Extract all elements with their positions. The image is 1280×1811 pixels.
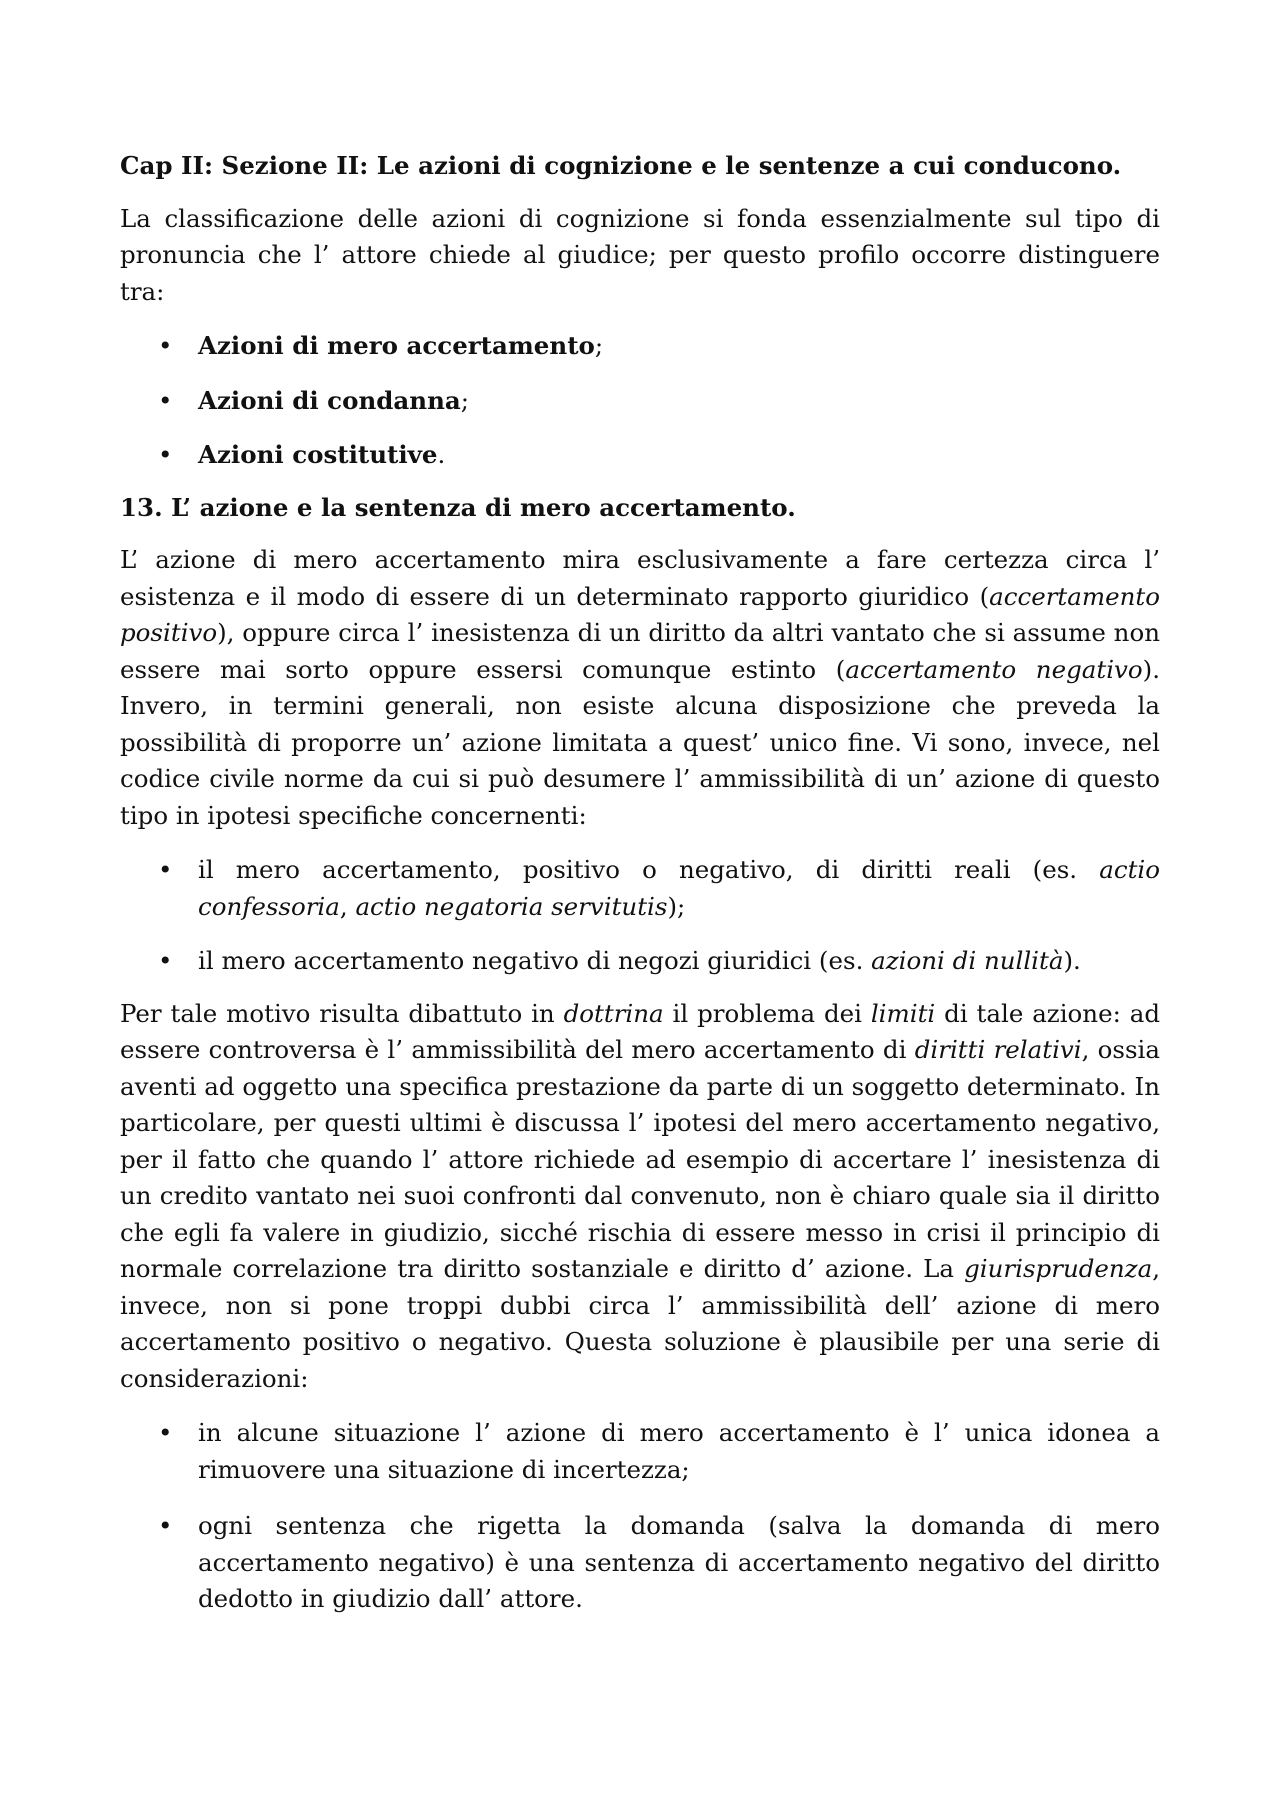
list-item: • il mero accertamento negativo di negozi giuridici (es. azioni di nullità). — [120, 943, 1160, 980]
bullet-icon: • — [158, 946, 173, 975]
list-item: • ogni sentenza che rigetta la domanda (salva la domanda di mero accertamento negativo) è una sentenza di accertamento negativo del diritto dedotto in giudizio dall’ attore. — [120, 1508, 1160, 1618]
bullet-icon: • — [158, 331, 173, 360]
action-type-label: Azioni di condanna — [198, 385, 461, 415]
bullet-icon: • — [158, 1511, 173, 1540]
mero-accertamento-paragraph: L’ azione di mero accertamento mira esclusivamente a fare certezza circa l’ esistenza e il modo di essere di un determinato rapporto giuridico (accertamento positivo), oppure circa l’ inesistenza di un diritto da altri vantato che si assume non essere mai sorto oppure essersi comunque estinto (accertamento negativo). Invero, in termini generali, non esiste alcuna disposizione che preveda la possibilità di proporre un’ azione limitata a quest’ unico fine. Vi sono, invece, nel codice civile norme da cui si può desumere l’ ammissibilità di un’ azione di questo tipo in ipotesi specifiche concernenti: — [120, 545, 1160, 830]
section-title: Cap II: Sezione II: Le azioni di cognizione e le sentenze a cui conducono. — [120, 151, 1122, 180]
list-item: • Azioni di condanna; — [120, 383, 1160, 420]
subsection-heading: 13. L’ azione e la sentenza di mero accertamento. — [120, 492, 796, 522]
considerations-list — [120, 1415, 1160, 1618]
list-item: • il mero accertamento, positivo o negativo, di diritti reali (es. actio confessoria, actio negatoria servitutis); — [120, 852, 1160, 925]
intro-paragraph: La classificazione delle azioni di cognizione si fonda essenzialmente sul tipo di pronuncia che l’ attore chiede al giudice; per questo profilo occorre distinguere tra: — [120, 203, 1160, 306]
action-type-label: Azioni di mero accertamento — [198, 331, 595, 360]
list-item: • in alcune situazione l’ azione di mero accertamento è l’ unica idonea a rimuovere una situazione di incertezza; — [120, 1415, 1160, 1488]
action-types-list — [120, 328, 1160, 474]
limits-paragraph: Per tale motivo risulta dibattuto in dottrina il problema dei limiti di tale azione: ad essere controversa è l’ ammissibilità del mero accertamento di diritti relativi, ossia aventi ad oggetto una specifica prestazione da parte di un soggetto determinato. In particolare, per questi ultimi è discussa l’ ipotesi del mero accertamento negativo, per il fatto che quando l’ attore richiede ad esempio di accertare l’ inesistenza di un credito vantato nei suoi confronti dal convenuto, non è chiaro quale sia il diritto che egli fa valere in giudizio, sicché rischia di essere messo in crisi il principio di normale correlazione tra diritto sostanziale e diritto d’ azione. La giurisprudenza, invece, non si pone troppi dubbi circa l’ ammissibilità dell’ azione di mero accertamento positivo o negativo. Questa soluzione è plausibile per una serie di considerazioni: — [120, 998, 1160, 1393]
specific-cases-list — [120, 852, 1160, 980]
bullet-icon: • — [158, 385, 173, 415]
bullet-icon: • — [158, 855, 173, 884]
list-item: • Azioni costitutive. — [120, 437, 1160, 474]
bullet-icon: • — [158, 1418, 173, 1447]
list-item: • Azioni di mero accertamento; — [120, 328, 1160, 365]
document-page — [120, 148, 1160, 1638]
action-type-label: Azioni costitutive — [198, 440, 438, 469]
bullet-icon: • — [158, 440, 173, 469]
